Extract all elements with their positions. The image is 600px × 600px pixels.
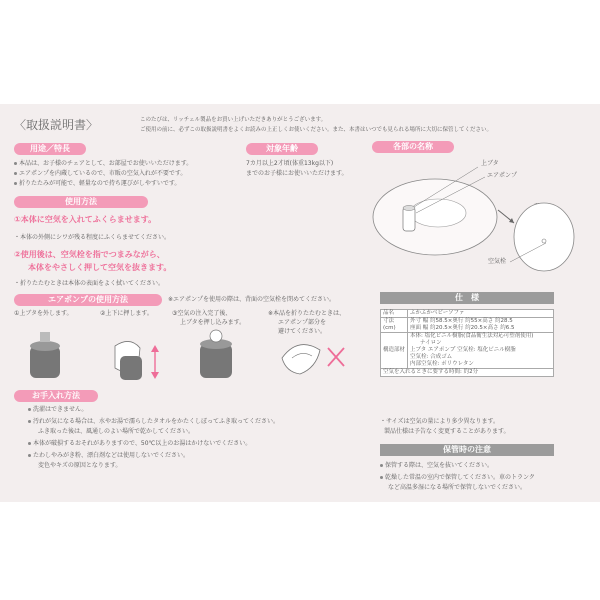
spec-note-2: 製品仕様は予告なく変更することがあります。: [384, 428, 510, 435]
care-item: 本体が破損するおそれがありますので、50℃以上のお湯はかけないでください。: [28, 440, 251, 448]
pump-illustrations: [20, 328, 360, 390]
spec-key: 構造部材: [381, 333, 408, 369]
spec-key: 寸法(cm): [381, 318, 408, 333]
spec-value: 外寸 幅 約58.5×奥行 約55×高さ 約28.5 座面 幅 約20.5×奥行 約20.5×高さ 約6.5: [408, 318, 554, 333]
spec-value: 本体: 塩化ビニル樹脂(食品衛生法対応可塑剤使用) ナイロン 上ブタ エアポンプ 空気栓: 塩化ビニル樹脂 空気栓: 合成ゴム 内部空気栓: ポリウレタン: [408, 333, 554, 369]
howto-heading: 使用方法: [14, 196, 148, 208]
usage-heading: 用途／特長: [14, 143, 86, 155]
spec-key: 品名: [381, 310, 408, 318]
pump-step-3a: ③空気の注入完了後、: [172, 310, 232, 317]
age-heading: 対象年齢: [246, 143, 318, 155]
howto-step-2b: 本体をやさしく押して空気を抜きます。: [28, 263, 172, 272]
intro-line-1: このたびは、リッチェル製品をお買い上げいただきありがとうございます。: [140, 117, 327, 123]
parts-heading: 各部の名称: [372, 141, 454, 153]
pump-step-3b: 上ブタを押し込みます。: [180, 319, 246, 326]
care-heading: お手入れ方法: [14, 390, 98, 402]
age-line-2: までのお子様にお使いいただけます。: [246, 170, 348, 177]
label-top-cap: 上ブタ: [481, 160, 499, 167]
spec-value: ふかふかベビーソファ: [408, 310, 554, 318]
pump-step-4a: ※本品を折りたたむときは、: [268, 310, 346, 317]
storage-item-2-cont: など高温多湿になる場所で保管しないでください。: [388, 484, 527, 491]
usage-item: 折りたたみが可能で、軽量なので持ち運びがしやすいです。: [14, 180, 180, 188]
spec-table: [380, 309, 554, 377]
spec-time: 空気を入れるときに要する時間: 約2分: [381, 369, 554, 377]
howto-step-1-note: ・本体の外側にシワが残る程度にふくらませてください。: [14, 234, 171, 241]
manual-title: 〈取扱説明書〉: [14, 118, 99, 132]
care-item: たわしやみがき粉、漂白剤などは使用しないでください。: [28, 452, 189, 460]
table-row: [381, 318, 554, 333]
howto-step-2-note: ・折りたたむときは本体の表面をよく拭いてください。: [14, 280, 165, 287]
label-air-valve: 空気栓: [488, 258, 507, 265]
storage-heading: 保管時の注意: [380, 444, 554, 456]
storage-item-1: 保管する際は、空気を抜いてください。: [380, 462, 493, 470]
care-item: 洗濯はできません。: [28, 406, 87, 414]
usage-item: エアポンプを内蔵しているので、市販の空気入れが不要です。: [14, 170, 186, 178]
storage-item-2: 乾燥した常温の室内で保管してください。車のトランク: [380, 474, 535, 482]
usage-item: 本品は、お子様のチェアとして、お部屋でお使いいただけます。: [14, 160, 192, 168]
label-air-pump: エアポンプ: [487, 172, 518, 179]
intro-line-2: ご使用の前に、必ずこの取扱説明書をよくお読みの上正しくお使いください。また、本書はいつでも見られる場所に大切に保管してください。: [140, 127, 493, 133]
pump-step-4c: 避けてください。: [278, 328, 327, 335]
sofa-illustration: [370, 155, 600, 285]
care-item: 汚れが気になる場合は、水やお湯で濡らしたタオルをかたくしぼってふき取ってください。: [28, 418, 279, 426]
howto-step-2a: ②使用後は、空気栓を指でつまみながら、: [14, 250, 165, 259]
spec-note-1: ・サイズは空気の量により多少異なります。: [380, 418, 500, 425]
pump-heading: エアポンプの使用方法: [14, 294, 162, 306]
pump-step-2: ②上下に押します。: [100, 310, 153, 317]
pump-note: ※エアポンプを使用の際は、背面の空気栓を閉めてください。: [168, 296, 336, 303]
table-row: [381, 369, 554, 377]
care-item-cont: 変色やキズの原因となります。: [38, 462, 122, 469]
pump-step-1: ①上ブタを外します。: [14, 310, 73, 317]
spec-heading: 仕 様: [380, 292, 554, 304]
table-row: [381, 333, 554, 369]
age-line-1: 7カ月以上2才頃(体重13kg以下): [246, 160, 334, 167]
pump-step-4b: エアポンプ部分を: [278, 319, 327, 326]
care-item: ふき取った後は、風通しのよい場所で乾かしてください。: [38, 428, 195, 435]
howto-step-1: ①本体に空気を入れてふくらませます。: [14, 215, 157, 224]
table-row: [381, 310, 554, 318]
